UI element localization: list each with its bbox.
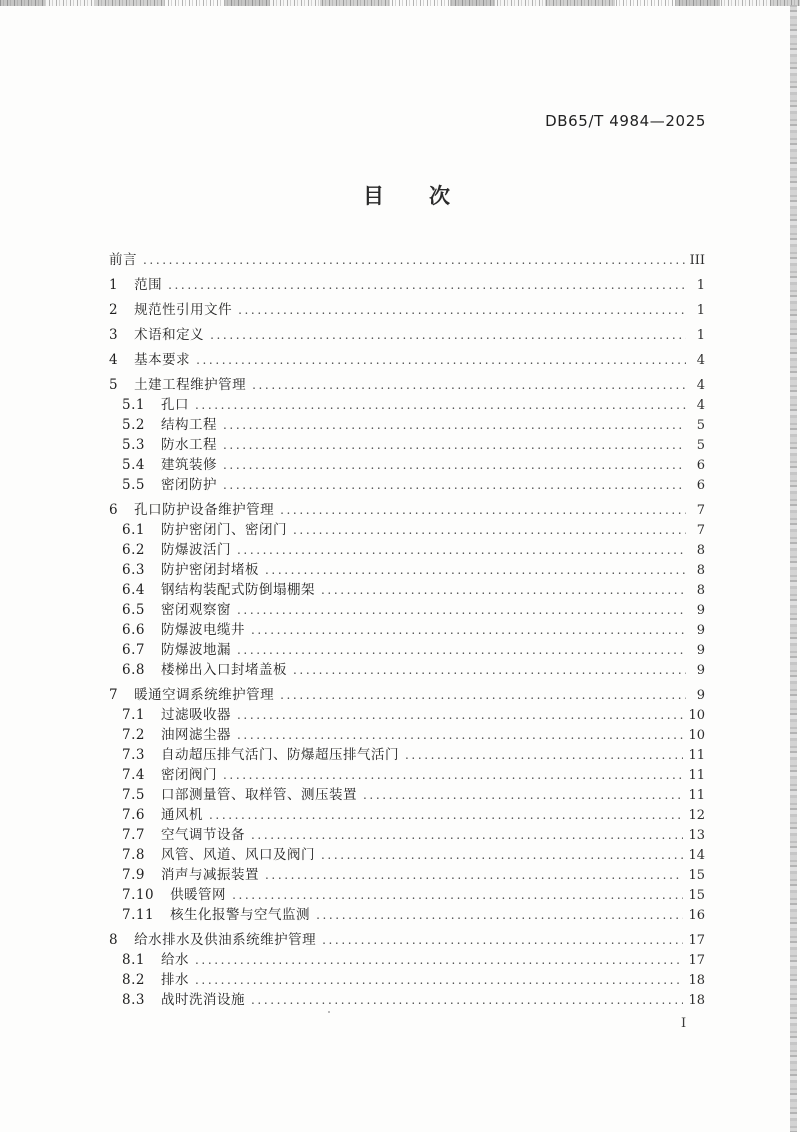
toc-entry-page: 14 xyxy=(688,848,705,863)
toc-entry xyxy=(109,618,705,638)
toc-entry-page: 9 xyxy=(696,623,705,638)
toc-leader-dots xyxy=(237,728,683,742)
toc-leader-dots xyxy=(232,888,683,902)
toc-title: 目 次 xyxy=(363,183,451,208)
toc-entry-label: 过滤吸收器 xyxy=(160,707,231,723)
toc-entry-label: 基本要求 xyxy=(134,352,191,368)
toc-entry-number: 7.9 xyxy=(122,867,145,883)
toc-entry-page: 8 xyxy=(696,563,705,578)
toc-entry xyxy=(109,298,705,318)
toc-entry-label: 孔口防护设备维护管理 xyxy=(134,502,275,518)
toc-entry-page: 15 xyxy=(688,868,705,883)
toc-entry-page: 11 xyxy=(688,788,705,803)
toc-entry xyxy=(109,558,705,578)
toc-entry-number: 1 xyxy=(109,277,119,293)
toc-leader-dots xyxy=(223,478,686,492)
toc-entry xyxy=(109,373,705,393)
toc-entry-number: 6.5 xyxy=(122,602,145,618)
toc-entry-page: 8 xyxy=(696,583,705,598)
toc-entry-number: 8.2 xyxy=(122,972,145,988)
toc-entry-number: 2 xyxy=(109,302,119,318)
toc-entry xyxy=(109,598,705,618)
toc-entry xyxy=(109,498,705,518)
toc-leader-dots xyxy=(252,378,686,392)
toc-entry-label: 防水工程 xyxy=(160,437,217,453)
toc-entry xyxy=(109,433,705,453)
toc-entry-label: 给水排水及供油系统维护管理 xyxy=(134,932,317,948)
toc-entry-page: 4 xyxy=(696,378,705,393)
toc-entry-number: 7.5 xyxy=(122,787,145,803)
toc-entry-number: 6.2 xyxy=(122,542,145,558)
toc-entry xyxy=(109,743,705,763)
toc-entry-page: 11 xyxy=(688,768,705,783)
toc-leader-dots xyxy=(251,828,683,842)
toc-entry-label: 通风机 xyxy=(160,807,203,823)
toc-entry-label: 空气调节设备 xyxy=(160,827,245,843)
toc-entry-number: 7 xyxy=(109,687,119,703)
toc-leader-dots xyxy=(237,708,683,722)
toc-entry-number: 7.4 xyxy=(122,767,145,783)
toc-entry-label: 防爆波电缆井 xyxy=(160,622,245,638)
toc-entry xyxy=(109,413,705,433)
toc-entry-number: 5.1 xyxy=(122,397,145,413)
toc-entry-number: 5.2 xyxy=(122,417,145,433)
toc-entry-number: 7.11 xyxy=(122,907,155,923)
toc-entry xyxy=(109,803,705,823)
toc-leader-dots xyxy=(322,933,683,947)
toc-entry xyxy=(109,843,705,863)
toc-entry-number: 5.4 xyxy=(122,457,145,473)
toc-entry-page: 5 xyxy=(696,418,705,433)
toc-entry xyxy=(109,518,705,538)
toc-entry-label: 防爆波地漏 xyxy=(160,642,231,658)
toc-entry-label: 范围 xyxy=(134,277,163,293)
toc-entry-page: 11 xyxy=(688,748,705,763)
toc-leader-dots xyxy=(405,748,683,762)
scan-artifact-top-edge xyxy=(0,0,800,6)
toc-entry xyxy=(109,988,705,1008)
toc-entry xyxy=(109,393,705,413)
toc-leader-dots xyxy=(251,993,683,1007)
toc-entry-number: 5.3 xyxy=(122,437,145,453)
toc-entry-number: 7.3 xyxy=(122,747,145,763)
toc-entry-page: 1 xyxy=(696,328,705,343)
toc-entry xyxy=(109,638,705,658)
toc-entry-label: 给水 xyxy=(160,952,189,968)
toc-entry-page: 13 xyxy=(688,828,705,843)
toc-leader-dots xyxy=(251,623,686,637)
toc-entry-page: 9 xyxy=(696,603,705,618)
toc-leader-dots xyxy=(223,768,683,782)
toc-leader-dots xyxy=(316,908,683,922)
toc-leader-dots xyxy=(265,563,686,577)
toc-leader-dots xyxy=(293,663,686,677)
toc-entry-number: 8 xyxy=(109,932,119,948)
toc-entry-page: 4 xyxy=(696,398,705,413)
toc-leader-dots xyxy=(210,328,686,342)
toc-entry-label: 战时洗消设施 xyxy=(160,992,245,1008)
page-number: I xyxy=(681,1016,688,1031)
scan-artifact-right-edge xyxy=(790,5,797,1132)
toc-entry-page: 17 xyxy=(688,933,705,948)
toc-entry-page: III xyxy=(689,253,705,268)
toc-entry-label: 消声与减振装置 xyxy=(160,867,259,883)
toc-entry xyxy=(109,723,705,743)
toc-entry-number: 6.6 xyxy=(122,622,145,638)
toc-entry-page: 10 xyxy=(688,728,705,743)
toc-entry xyxy=(109,683,705,703)
toc-entry-page: 9 xyxy=(696,643,705,658)
toc-entry-page: 12 xyxy=(688,808,705,823)
toc-leader-dots xyxy=(143,253,685,267)
toc-entry-number: 8.3 xyxy=(122,992,145,1008)
toc-leader-dots xyxy=(293,523,686,537)
toc-entry-number: 7.2 xyxy=(122,727,145,743)
toc-entry xyxy=(109,273,705,293)
toc-entry-number: 8.1 xyxy=(122,952,145,968)
toc-entry-number: 6.1 xyxy=(122,522,145,538)
toc-leader-dots xyxy=(168,278,686,292)
toc-entry-label: 防爆波活门 xyxy=(160,542,231,558)
toc-entry-label: 密闭阀门 xyxy=(160,767,217,783)
toc-entry-number: 6.4 xyxy=(122,582,145,598)
toc-entry xyxy=(109,578,705,598)
toc-entry-page: 6 xyxy=(696,458,705,473)
toc-entry-page: 8 xyxy=(696,543,705,558)
toc-entry-number: 7.8 xyxy=(122,847,145,863)
toc-entry-page: 10 xyxy=(688,708,705,723)
toc-entry xyxy=(109,453,705,473)
toc-entry-page: 1 xyxy=(696,303,705,318)
toc-leader-dots xyxy=(363,788,683,802)
toc-entry-number: 7.10 xyxy=(122,887,155,903)
toc-entry-number: 7.1 xyxy=(122,707,145,723)
toc-entry-label: 核生化报警与空气监测 xyxy=(170,907,311,923)
toc-entry xyxy=(109,763,705,783)
toc-entry-number: 6.7 xyxy=(122,642,145,658)
toc-entry-label: 防护密闭门、密闭门 xyxy=(160,522,287,538)
toc-entry-label: 土建工程维护管理 xyxy=(134,377,247,393)
toc-entry-number: 6.8 xyxy=(122,662,145,678)
toc-leader-dots xyxy=(280,503,686,517)
toc-entry-page: 18 xyxy=(688,993,705,1008)
toc-leader-dots xyxy=(195,953,683,967)
toc-entry-label: 孔口 xyxy=(160,397,189,413)
toc-entry-page: 17 xyxy=(688,953,705,968)
toc-leader-dots xyxy=(195,973,683,987)
toc-entry-label: 前言 xyxy=(109,252,137,268)
toc-leader-dots xyxy=(238,303,686,317)
toc-leader-dots xyxy=(265,868,683,882)
toc-entry-number: 7.7 xyxy=(122,827,145,843)
toc-entry xyxy=(109,703,705,723)
toc-entry-number: 5.5 xyxy=(122,477,145,493)
toc-entry-page: 6 xyxy=(696,478,705,493)
toc-leader-dots xyxy=(223,418,686,432)
toc-leader-dots xyxy=(223,458,686,472)
toc-entry-label: 钢结构装配式防倒塌棚架 xyxy=(160,582,315,598)
toc-entry-page: 9 xyxy=(696,688,705,703)
toc-entry xyxy=(109,823,705,843)
toc-entry xyxy=(109,883,705,903)
toc-entry-label: 自动超压排气活门、防爆超压排气活门 xyxy=(160,747,399,763)
toc-entry-label: 规范性引用文件 xyxy=(134,302,233,318)
toc-entry-page: 18 xyxy=(688,973,705,988)
toc-entry xyxy=(109,658,705,678)
toc-entry-number: 4 xyxy=(109,352,119,368)
scan-speck xyxy=(328,1011,330,1013)
toc-entry-page: 15 xyxy=(688,888,705,903)
toc-entry-label: 防护密闭封堵板 xyxy=(160,562,259,578)
toc-entry-number: 5 xyxy=(109,377,119,393)
toc-entry-label: 口部测量管、取样管、测压装置 xyxy=(160,787,357,803)
toc-list xyxy=(109,248,705,1008)
toc-leader-dots xyxy=(237,643,686,657)
toc-entry-label: 风管、风道、风口及阀门 xyxy=(160,847,315,863)
toc-entry-label: 油网滤尘器 xyxy=(160,727,231,743)
standard-number: DB65/T 4984—2025 xyxy=(545,112,706,130)
toc-entry-number: 6.3 xyxy=(122,562,145,578)
toc-leader-dots xyxy=(280,688,686,702)
toc-entry-label: 排水 xyxy=(160,972,189,988)
toc-entry xyxy=(109,928,705,948)
toc-entry-number: 3 xyxy=(109,327,119,343)
toc-entry-page: 1 xyxy=(696,278,705,293)
toc-entry xyxy=(109,538,705,558)
toc-entry-label: 术语和定义 xyxy=(134,327,205,343)
toc-entry-label: 密闭观察窗 xyxy=(160,602,231,618)
toc-leader-dots xyxy=(321,848,683,862)
toc-leader-dots xyxy=(209,808,683,822)
toc-entry xyxy=(109,473,705,493)
toc-entry-page: 4 xyxy=(696,353,705,368)
toc-entry xyxy=(109,968,705,988)
toc-entry-label: 楼梯出入口封堵盖板 xyxy=(160,662,287,678)
toc-leader-dots xyxy=(195,398,686,412)
toc-entry-page: 7 xyxy=(696,523,705,538)
toc-entry xyxy=(109,248,705,268)
toc-entry xyxy=(109,348,705,368)
toc-entry-label: 结构工程 xyxy=(160,417,217,433)
toc-entry-label: 暖通空调系统维护管理 xyxy=(134,687,275,703)
toc-leader-dots xyxy=(237,603,686,617)
toc-entry-page: 5 xyxy=(696,438,705,453)
toc-entry xyxy=(109,323,705,343)
toc-entry-label: 密闭防护 xyxy=(160,477,217,493)
toc-entry-page: 16 xyxy=(688,908,705,923)
toc-entry-number: 6 xyxy=(109,502,119,518)
toc-entry-page: 9 xyxy=(696,663,705,678)
toc-entry-label: 供暖管网 xyxy=(170,887,227,903)
toc-entry-page: 7 xyxy=(696,503,705,518)
toc-entry-number: 7.6 xyxy=(122,807,145,823)
toc-entry xyxy=(109,863,705,883)
toc-leader-dots xyxy=(223,438,686,452)
toc-entry xyxy=(109,783,705,803)
toc-leader-dots xyxy=(196,353,686,367)
toc-entry-label: 建筑装修 xyxy=(160,457,217,473)
toc-entry xyxy=(109,903,705,923)
toc-leader-dots xyxy=(237,543,686,557)
toc-leader-dots xyxy=(321,583,686,597)
toc-entry xyxy=(109,948,705,968)
